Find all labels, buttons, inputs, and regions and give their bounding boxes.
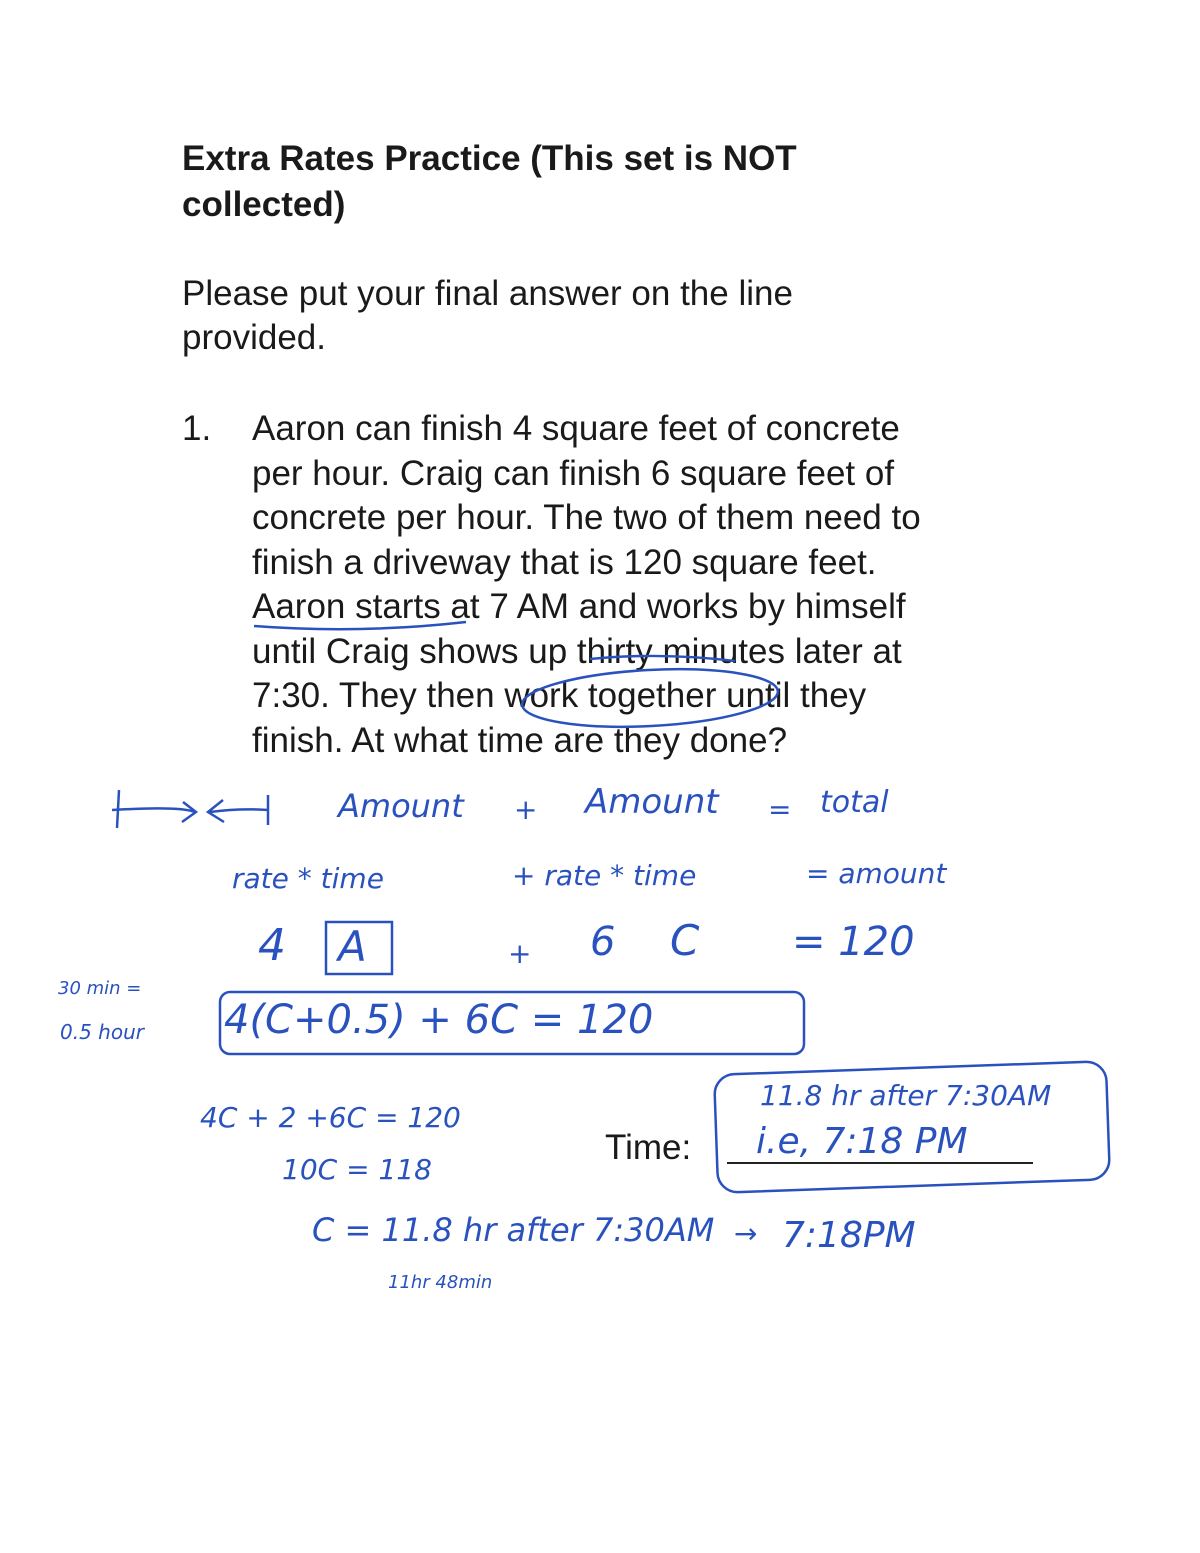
hw-plus-2: + — [508, 937, 532, 970]
hw-result: C = 11.8 hr after 7:30AM — [312, 1211, 715, 1249]
question-line: Aaron starts at 7 AM and works by himself — [252, 587, 906, 626]
question-line: Aaron can finish 4 square feet of concrete — [252, 409, 900, 448]
hw-rate-time-2: + rate * time — [512, 859, 697, 892]
worksheet-title: Extra Rates Practice (This set is NOT collected) — [182, 139, 797, 224]
strike-thirty — [590, 656, 735, 661]
instructions: Please put your final answer on the line provided. — [182, 274, 793, 357]
hw-var-a: A — [338, 922, 367, 971]
hw-answer-box-line-2: i.e, 7:18 PM — [756, 1121, 968, 1162]
hw-total-120: = 120 — [792, 919, 915, 965]
hw-total: total — [820, 785, 889, 820]
hw-var-c: C — [670, 916, 700, 965]
hw-boxed-equation: 4(C+0.5) + 6C = 120 — [224, 997, 654, 1043]
hw-work-line-2: 10C = 118 — [282, 1153, 432, 1186]
question-line: until Craig shows up thirty minutes later at — [252, 631, 902, 671]
question-line: finish a driveway that is 120 square feet. — [252, 542, 877, 582]
hw-work-line-1: 4C + 2 +6C = 120 — [200, 1101, 461, 1134]
answer-line — [727, 1162, 1033, 1164]
hw-result-note: 11hr 48min — [388, 1272, 493, 1293]
hw-note-half-hour: 0.5 hour — [60, 1020, 144, 1044]
question-line: concrete per hour. The two of them need to — [252, 498, 921, 537]
circle-work-together — [521, 663, 780, 732]
answer-label: Time: — [605, 1128, 692, 1167]
arrows-meeting-icon — [112, 790, 268, 828]
hw-rate-time-1: rate * time — [232, 862, 384, 895]
hw-plus: + — [514, 793, 538, 826]
hw-rate-c: 6 — [590, 919, 616, 965]
question-line: finish. At what time are they done? — [252, 720, 788, 760]
question-line: per hour. Craig can finish 6 square feet of — [252, 453, 895, 493]
hw-rate-a: 4 — [258, 920, 286, 971]
hw-answer-box-line-1: 11.8 hr after 7:30AM — [760, 1079, 1052, 1112]
hw-amount-1: Amount — [338, 787, 464, 825]
hw-result-arrow: → — [734, 1217, 758, 1250]
hw-amount-2: Amount — [585, 782, 719, 822]
hw-equals: = — [768, 793, 792, 826]
question-line: 7:30. They then work together until they — [252, 676, 867, 715]
question-number: 1. — [182, 409, 212, 448]
hw-note-30min: 30 min = — [58, 978, 142, 999]
underline-aaron-starts — [254, 622, 466, 629]
hw-amount-3: = amount — [806, 857, 947, 890]
hw-result-time: 7:18PM — [782, 1215, 916, 1256]
